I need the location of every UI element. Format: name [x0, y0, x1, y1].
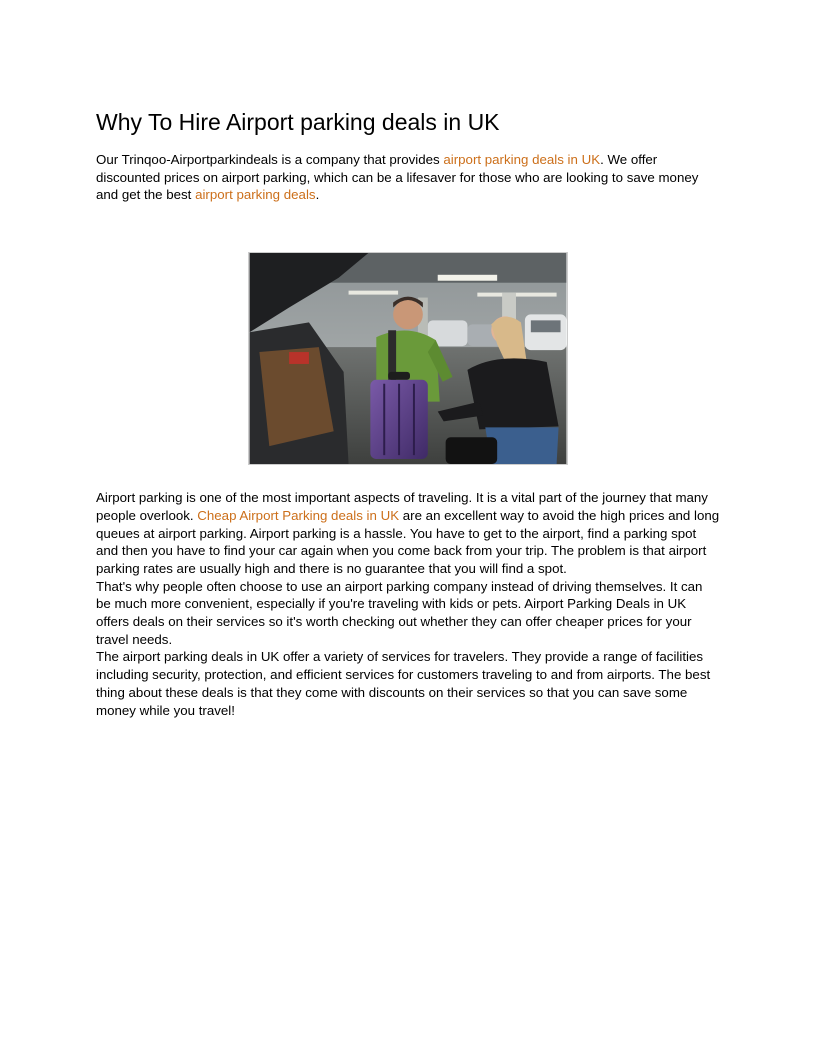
- airport-parking-deals-link[interactable]: airport parking deals: [195, 187, 316, 203]
- body-paragraph-1: [96, 489, 720, 578]
- cheap-airport-parking-link[interactable]: Cheap Airport Parking deals in UK: [197, 507, 400, 523]
- airport-parking-deals-uk-link[interactable]: airport parking deals in UK: [443, 152, 601, 167]
- intro-text-1: Our Trinqoo-Airportparkindeals is a company that provides: [96, 152, 444, 167]
- intro-paragraph: [96, 151, 720, 204]
- para1-text-1: Airport parking is one of the most important aspects of traveling. It is a vital part of the journey that many people overlook.: [96, 490, 708, 523]
- intro-text-3: .: [315, 187, 320, 203]
- photo-figure: [96, 252, 720, 465]
- airport-parking-photo: [248, 252, 568, 465]
- page-title: Why To Hire Airport parking deals in UK: [96, 109, 500, 135]
- body-paragraph-3: The airport parking deals in UK offer a variety of services for travelers. They provide a range of facilities including security, protection, and efficient services for customers traveling to and from airports. The best thing about these deals is that they come with discounts on their services so that you can save some money while you travel!: [96, 649, 711, 718]
- intro-text-2: . We offer discounted prices on airport parking, which can be a lifesaver for those who are looking to save money and get the best: [96, 152, 699, 203]
- document-page: [96, 108, 720, 719]
- para1-text-2: are an excellent way to avoid the high prices and long queues at airport parking. Airport parking is a hassle. You have to get to the airport, find a parking spot and then you have to find your car again when you come back from your trip. The problem is that airport parking rates are usually high and there is no guarantee that you will find a spot.: [96, 507, 720, 576]
- body-paragraph-2: That's why people often choose to use an airport parking company instead of driving themselves. It can be much more convenient, especially if you're traveling with kids or pets. Airport Parking Deals in UK offers deals on their services so it's worth checking out whether they can offer cheaper prices for your travel needs.: [96, 578, 703, 647]
